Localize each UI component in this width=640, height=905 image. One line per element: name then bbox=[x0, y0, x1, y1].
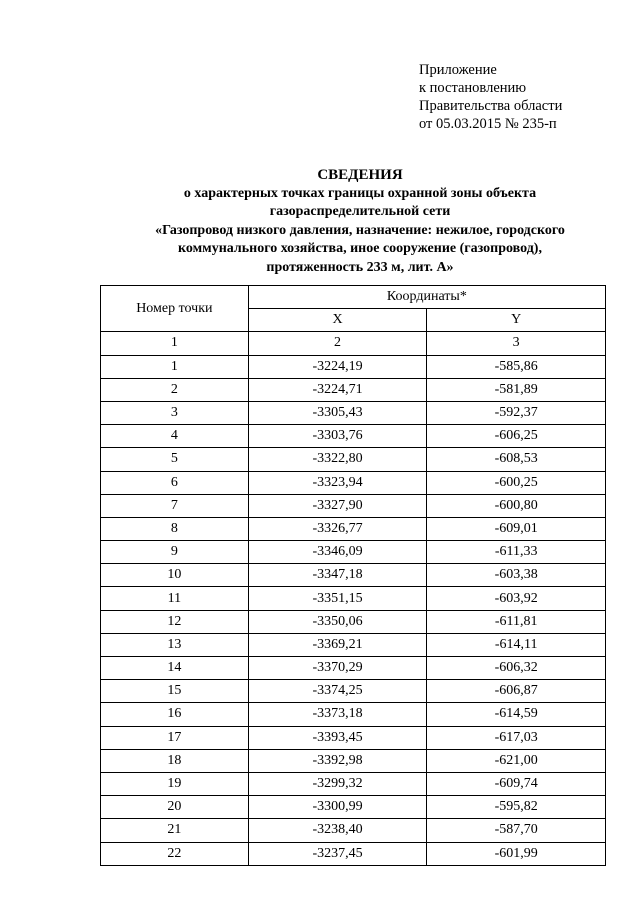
y-coordinate-cell: -587,70 bbox=[427, 819, 606, 842]
table-row bbox=[101, 448, 606, 471]
point-number-cell: 18 bbox=[101, 749, 249, 772]
point-number-cell: 6 bbox=[101, 471, 249, 494]
table-row bbox=[101, 610, 606, 633]
x-coordinate-cell: -3369,21 bbox=[248, 633, 427, 656]
x-coordinate-cell: -3351,15 bbox=[248, 587, 427, 610]
table-row bbox=[101, 680, 606, 703]
x-coordinate-cell: -3224,19 bbox=[248, 355, 427, 378]
table-body bbox=[101, 332, 606, 865]
x-coordinate-cell: -3238,40 bbox=[248, 819, 427, 842]
point-number-cell: 9 bbox=[101, 541, 249, 564]
table-row bbox=[101, 401, 606, 424]
y-coordinate-cell: -603,92 bbox=[427, 587, 606, 610]
y-coordinate-cell: -609,74 bbox=[427, 772, 606, 795]
x-coordinate-cell: -3322,80 bbox=[248, 448, 427, 471]
document-title: СВЕДЕНИЯ bbox=[317, 167, 403, 183]
point-number-cell: 11 bbox=[101, 587, 249, 610]
y-coordinate-cell: -581,89 bbox=[427, 378, 606, 401]
point-number-cell: 2 bbox=[101, 378, 249, 401]
x-coordinate-cell: -3305,43 bbox=[248, 401, 427, 424]
table-row bbox=[101, 749, 606, 772]
table-row bbox=[101, 819, 606, 842]
y-coordinate-cell: -611,33 bbox=[427, 541, 606, 564]
table-row bbox=[101, 587, 606, 610]
y-coordinate-cell: -600,25 bbox=[427, 471, 606, 494]
table-row bbox=[101, 772, 606, 795]
y-coordinate-cell: -606,32 bbox=[427, 657, 606, 680]
table-row bbox=[101, 703, 606, 726]
point-number-cell: 3 bbox=[101, 401, 249, 424]
table-header-row bbox=[101, 286, 606, 309]
y-coordinate-cell: -595,82 bbox=[427, 796, 606, 819]
point-number-cell: 20 bbox=[101, 796, 249, 819]
y-coordinate-cell: -611,81 bbox=[427, 610, 606, 633]
point-number-cell: 13 bbox=[101, 633, 249, 656]
point-number-cell: 4 bbox=[101, 425, 249, 448]
table-row bbox=[101, 471, 606, 494]
table-row bbox=[101, 494, 606, 517]
x-coordinate-cell: -3370,29 bbox=[248, 657, 427, 680]
point-number-cell: 10 bbox=[101, 564, 249, 587]
y-coordinate-cell: -606,87 bbox=[427, 680, 606, 703]
y-coordinate-cell: -606,25 bbox=[427, 425, 606, 448]
y-coordinate-cell: -621,00 bbox=[427, 749, 606, 772]
heading-line-2: газораспределительной сети bbox=[269, 204, 451, 219]
table-row bbox=[101, 633, 606, 656]
y-coordinate-cell: -608,53 bbox=[427, 448, 606, 471]
table-row bbox=[101, 541, 606, 564]
x-coordinate-cell: -3347,18 bbox=[248, 564, 427, 587]
point-number-cell: 12 bbox=[101, 610, 249, 633]
heading-line-1: о характерных точках границы охранной зоны объекта bbox=[183, 185, 537, 201]
point-number-cell: 17 bbox=[101, 726, 249, 749]
table-row bbox=[101, 657, 606, 680]
x-coordinate-cell: -3392,98 bbox=[248, 749, 427, 772]
table-row bbox=[101, 355, 606, 378]
x-coordinate-cell: -3326,77 bbox=[248, 517, 427, 540]
header-x: X bbox=[248, 309, 427, 332]
header-point-number: Номер точки bbox=[101, 286, 249, 332]
annex-line-4: от 05.03.2015 № 235-п bbox=[419, 116, 557, 132]
document-heading bbox=[60, 166, 640, 277]
annex-line-3: Правительства области bbox=[419, 98, 563, 114]
point-number-cell: 15 bbox=[101, 680, 249, 703]
annex-line-1: Приложение bbox=[419, 62, 497, 78]
x-coordinate-cell: -3300,99 bbox=[248, 796, 427, 819]
x-coordinate-cell: -3299,32 bbox=[248, 772, 427, 795]
y-coordinate-cell: -617,03 bbox=[427, 726, 606, 749]
annex-note bbox=[419, 61, 562, 133]
x-coordinate-cell: -3327,90 bbox=[248, 494, 427, 517]
point-number-cell: 5 bbox=[101, 448, 249, 471]
x-coordinate-cell: -3393,45 bbox=[248, 726, 427, 749]
x-coordinate-cell: -3374,25 bbox=[248, 680, 427, 703]
x-coordinate-cell: -3350,06 bbox=[248, 610, 427, 633]
y-coordinate-cell: -614,59 bbox=[427, 703, 606, 726]
point-number-cell: 8 bbox=[101, 517, 249, 540]
x-coordinate-cell: -3373,18 bbox=[248, 703, 427, 726]
point-number-cell: 7 bbox=[101, 494, 249, 517]
x-coordinate-cell: -3346,09 bbox=[248, 541, 427, 564]
table-row bbox=[101, 378, 606, 401]
column-number: 3 bbox=[427, 332, 606, 355]
x-coordinate-cell: -3323,94 bbox=[248, 471, 427, 494]
column-number: 1 bbox=[101, 332, 249, 355]
point-number-cell: 22 bbox=[101, 842, 249, 865]
y-coordinate-cell: -609,01 bbox=[427, 517, 606, 540]
point-number-cell: 16 bbox=[101, 703, 249, 726]
point-number-cell: 14 bbox=[101, 657, 249, 680]
table-row bbox=[101, 564, 606, 587]
y-coordinate-cell: -603,38 bbox=[427, 564, 606, 587]
heading-line-4: коммунального хозяйства, иное сооружение (газопровод), bbox=[178, 241, 542, 256]
point-number-cell: 1 bbox=[101, 355, 249, 378]
table-row bbox=[101, 842, 606, 865]
point-number-cell: 21 bbox=[101, 819, 249, 842]
y-coordinate-cell: -601,99 bbox=[427, 842, 606, 865]
table-row bbox=[101, 517, 606, 540]
column-number-row bbox=[101, 332, 606, 355]
header-y: Y bbox=[427, 309, 606, 332]
column-number: 2 bbox=[248, 332, 427, 355]
x-coordinate-cell: -3237,45 bbox=[248, 842, 427, 865]
table-row bbox=[101, 796, 606, 819]
x-coordinate-cell: -3303,76 bbox=[248, 425, 427, 448]
coordinates-table bbox=[100, 285, 606, 866]
y-coordinate-cell: -585,86 bbox=[427, 355, 606, 378]
heading-line-3: «Газопровод низкого давления, назначение: нежилое, городского bbox=[155, 222, 565, 238]
point-number-cell: 19 bbox=[101, 772, 249, 795]
x-coordinate-cell: -3224,71 bbox=[248, 378, 427, 401]
header-coordinates: Координаты* bbox=[248, 286, 605, 309]
heading-line-5: протяженность 233 м, лит. А» bbox=[266, 259, 454, 275]
annex-line-2: к постановлению bbox=[419, 80, 527, 96]
y-coordinate-cell: -614,11 bbox=[427, 633, 606, 656]
y-coordinate-cell: -600,80 bbox=[427, 494, 606, 517]
table-row bbox=[101, 726, 606, 749]
y-coordinate-cell: -592,37 bbox=[427, 401, 606, 424]
table-row bbox=[101, 425, 606, 448]
